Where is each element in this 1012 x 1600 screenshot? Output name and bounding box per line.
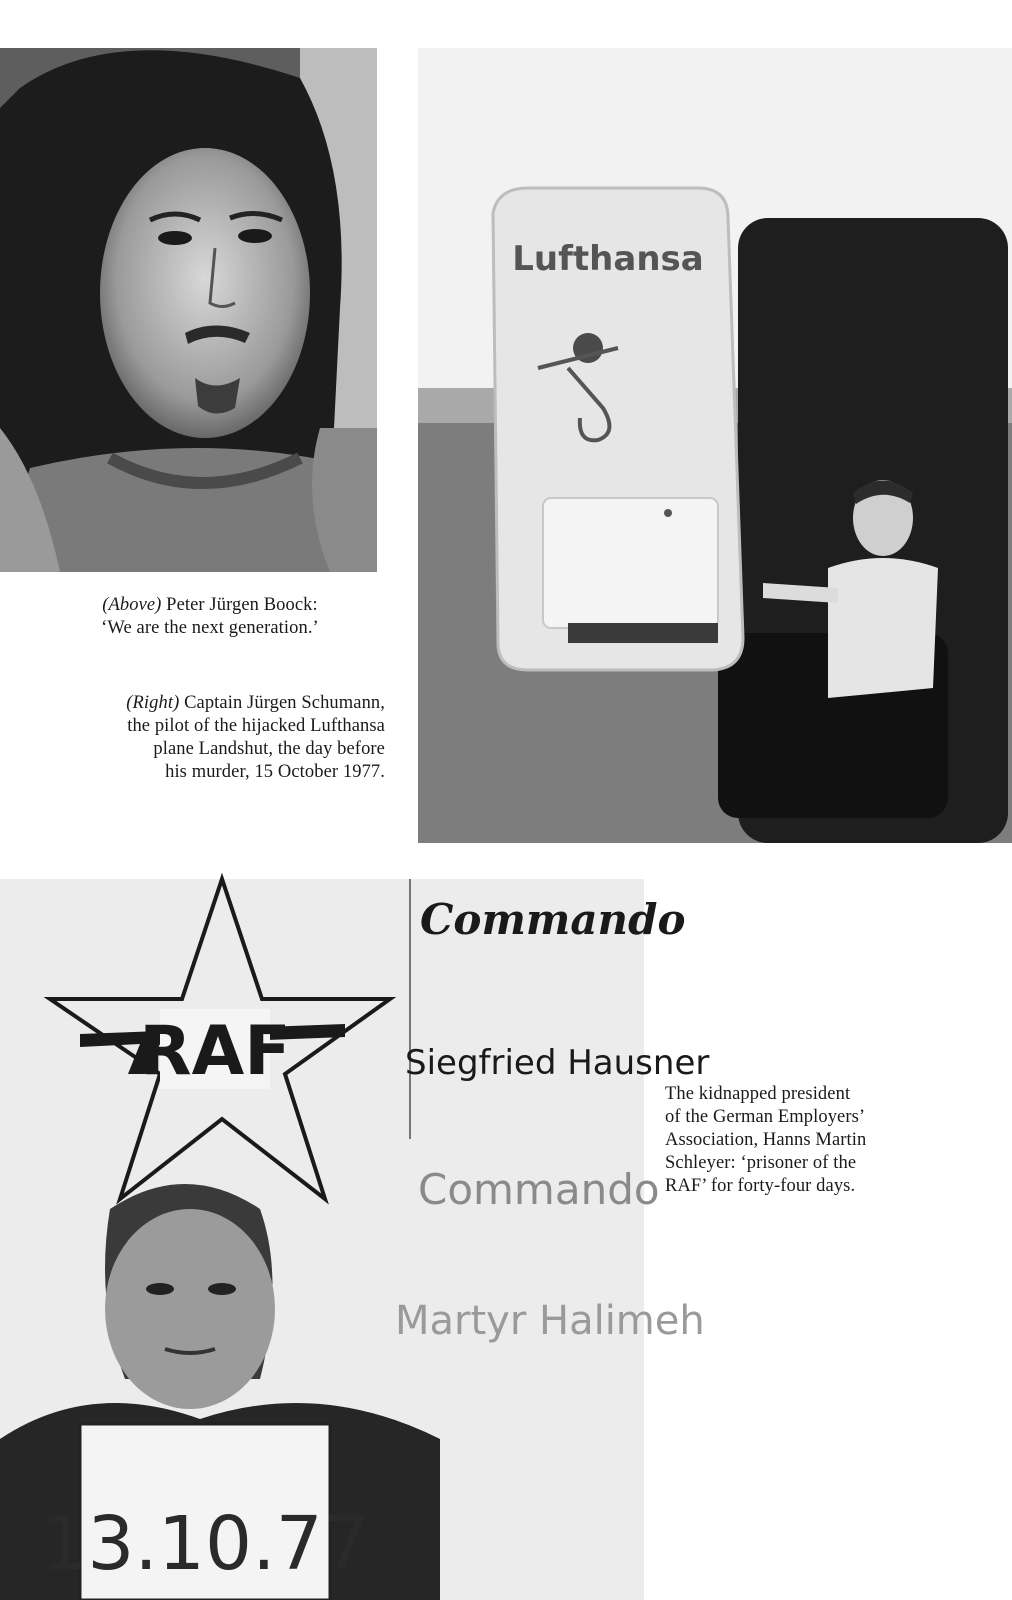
photo-lufthansa-landshut-door — [418, 48, 1012, 843]
caption-schleyer-line2: of the German Employers’ — [665, 1107, 866, 1127]
caption-schleyer — [665, 1083, 965, 1198]
caption-schleyer-line4: Schleyer: ‘prisoner of the — [665, 1153, 857, 1173]
caption-right-schumann — [30, 692, 385, 784]
caption-right-line1: (Right) Captain Jürgen Schumann, — [126, 693, 385, 713]
caption-right-line4: his murder, 15 October 1977. — [165, 762, 385, 782]
caption-schleyer-line5: RAF’ for forty-four days. — [665, 1176, 856, 1196]
placard-date: 13.10.77 — [40, 1501, 370, 1587]
sign-name-1: Siegfried Hausner — [405, 1043, 710, 1083]
caption-right-tag: (Right) — [126, 693, 180, 713]
caption-above-boock — [40, 594, 380, 640]
sign-commando-1: Commando — [420, 895, 686, 944]
caption-schleyer-line3: Association, Hanns Martin — [665, 1130, 867, 1150]
caption-schleyer-line1: The kidnapped president — [665, 1084, 851, 1104]
photo-peter-jurgen-boock — [0, 48, 377, 572]
sign-commando-2: Commando — [418, 1165, 660, 1214]
caption-right-line2: the pilot of the hijacked Lufthansa — [127, 716, 385, 736]
caption-above-tag: (Above) — [102, 595, 162, 615]
caption-right-line3: plane Landshut, the day before — [153, 739, 385, 759]
caption-above-line2: ‘We are the next generation.’ — [101, 618, 319, 638]
caption-above-line1: (Above) Peter Jürgen Boock: — [102, 595, 318, 615]
photo-hanns-martin-schleyer — [0, 879, 710, 1600]
sign-name-2: Martyr Halimeh — [395, 1298, 705, 1344]
raf-logo-letters: RAF — [139, 1012, 291, 1091]
lufthansa-door-lettering: Lufthansa — [512, 239, 704, 279]
